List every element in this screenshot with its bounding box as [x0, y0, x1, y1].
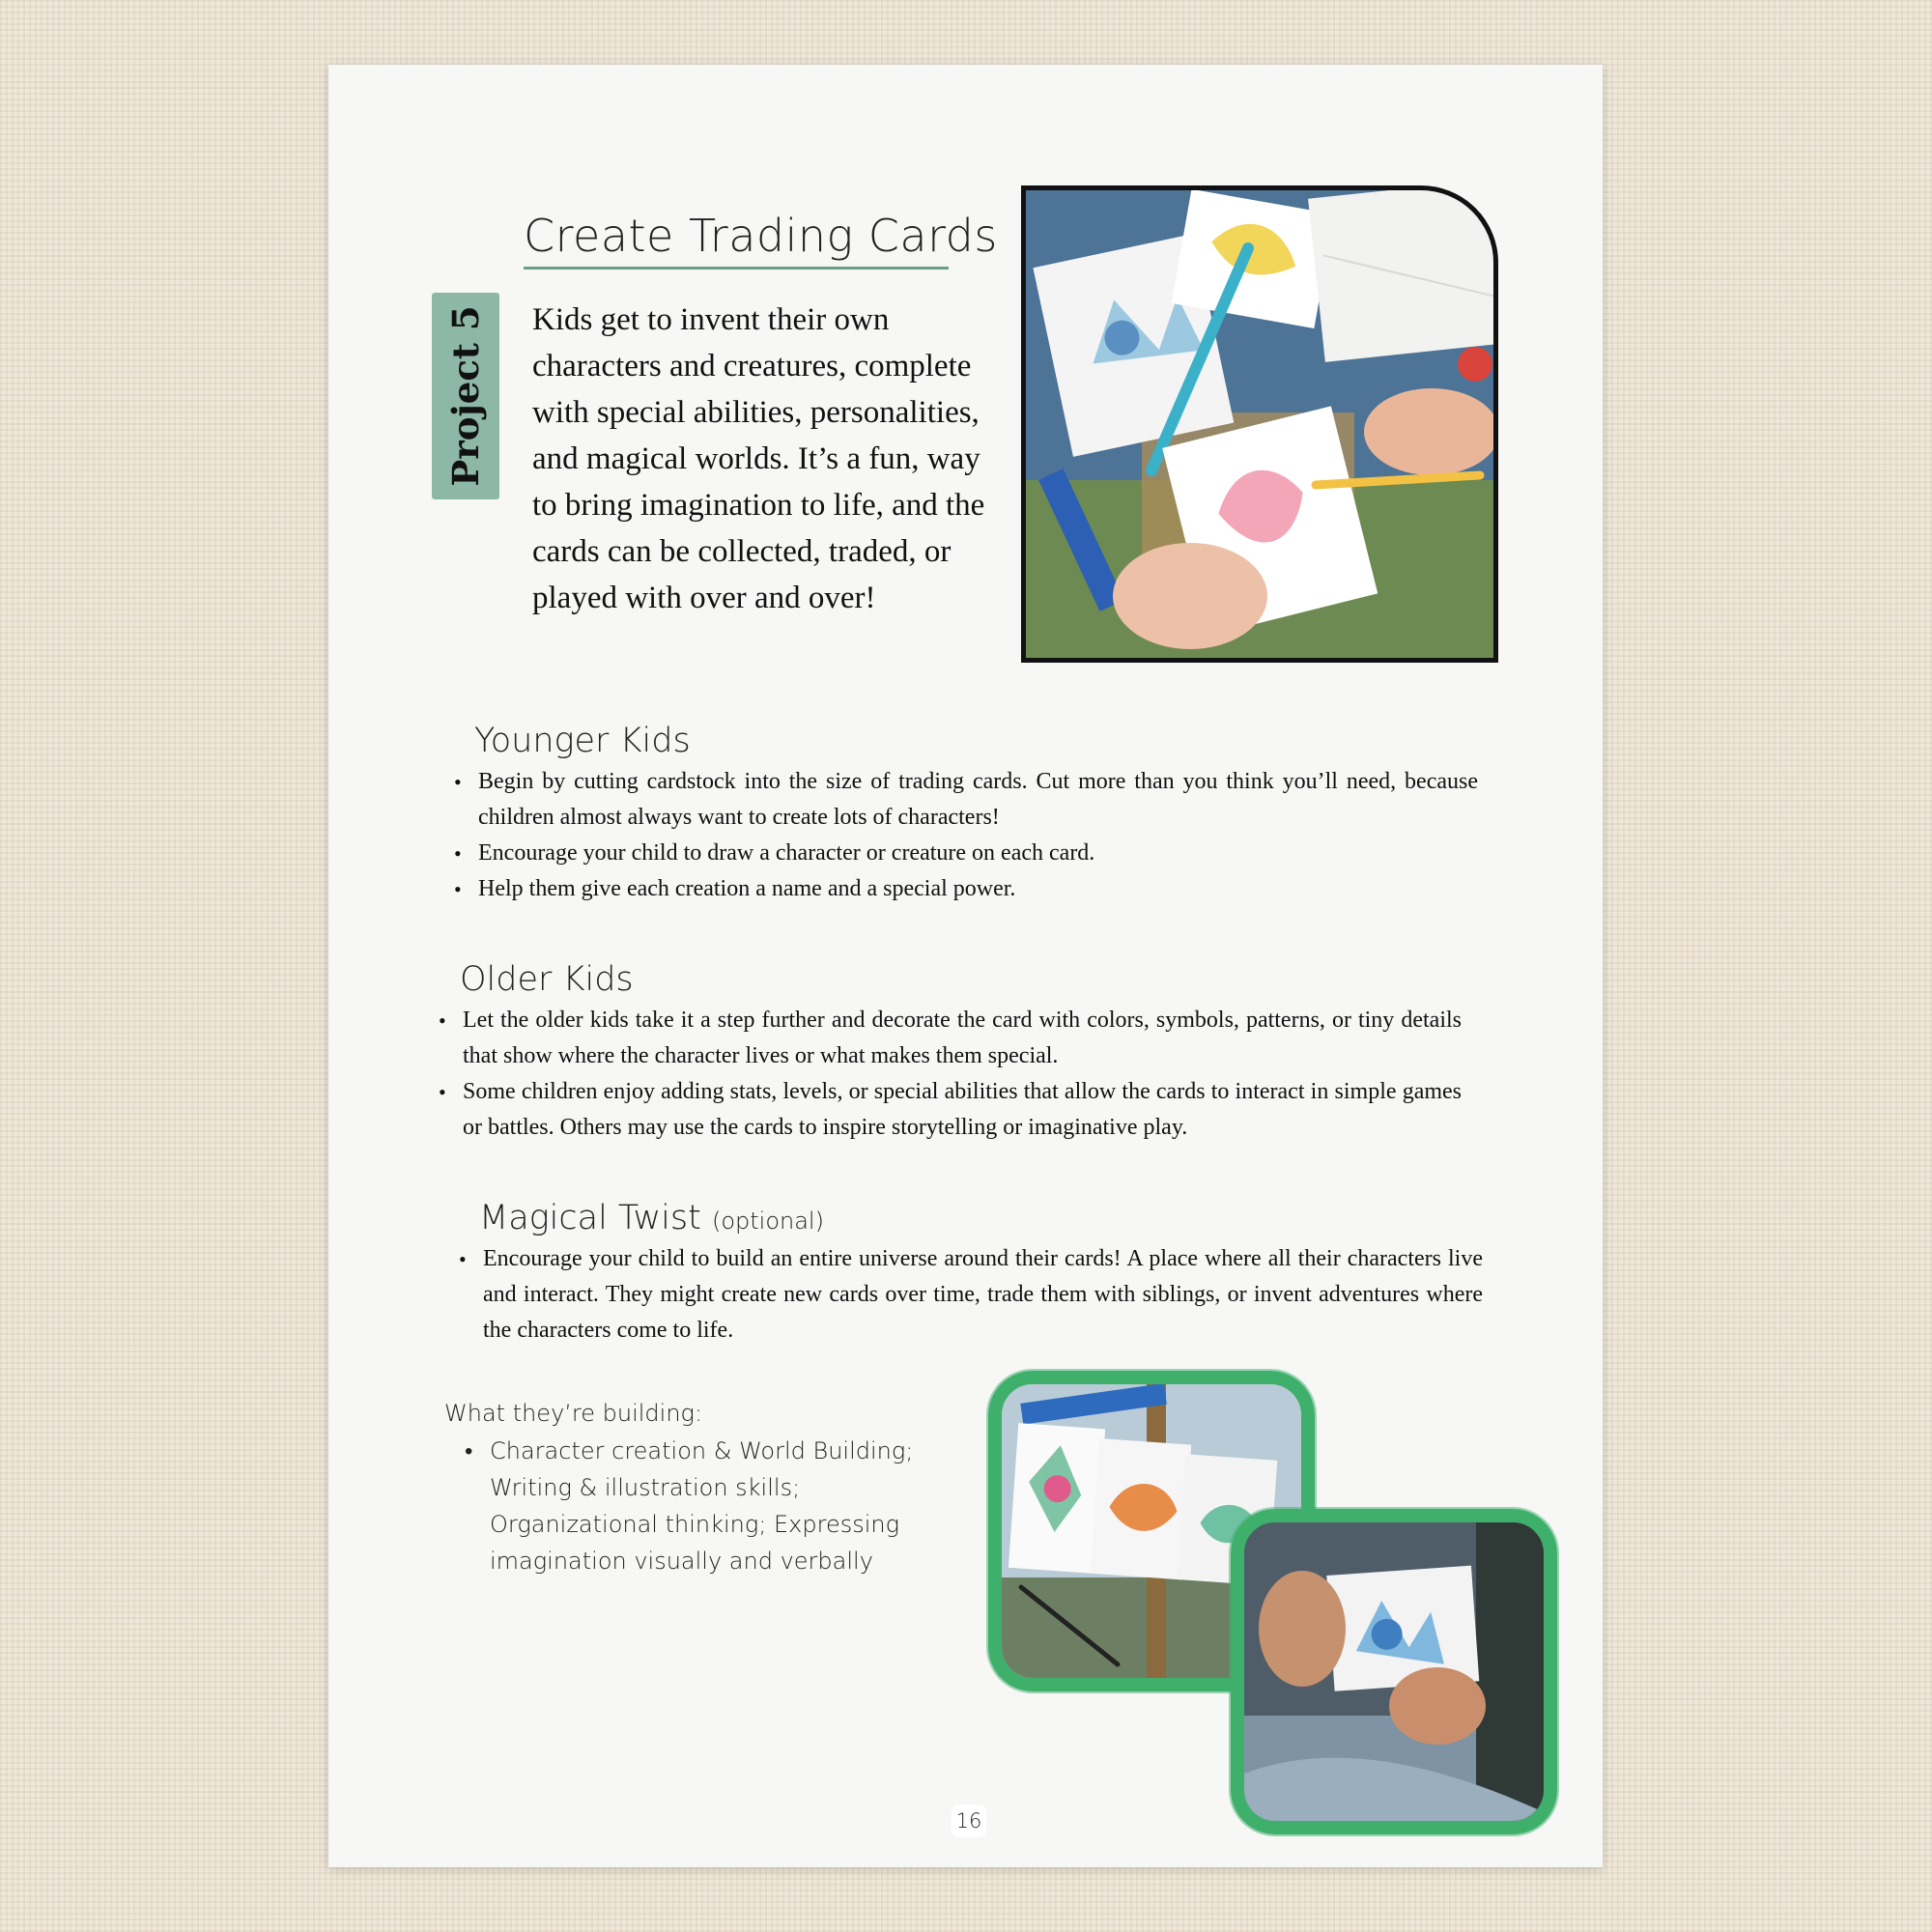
project-label-tab	[432, 293, 499, 499]
section-heading: Younger Kids	[474, 722, 691, 760]
section-magical-twist	[461, 1199, 1483, 1349]
intro-paragraph: Kids get to invent their own characters and creatures, complete with special abilities, personalities, and magical worlds. It’s a fun, way to bring imagination to life, and the cards can be collected, traded, or played with over and over!	[532, 302, 985, 615]
page-title: Create Trading Cards	[524, 210, 998, 262]
title-underline	[524, 267, 949, 270]
list-item: • Some children enjoy adding stats, levels, or special abilities that allow the cards to interact in simple games or battles. Others may use the cards to inspire storytelling or imaginative play.	[440, 1074, 1462, 1146]
magical-twist-list	[461, 1241, 1483, 1349]
section-older-kids	[440, 960, 1462, 1146]
list-item: • Encourage your child to draw a character or creature on each card.	[456, 836, 1478, 871]
section-heading-text: Magical Twist	[479, 1199, 701, 1237]
section-heading: Older Kids	[460, 960, 634, 999]
skills-list	[444, 1433, 947, 1579]
main-photo	[1021, 185, 1498, 663]
photo-holding-card	[1231, 1509, 1557, 1834]
page-number: 16	[952, 1804, 986, 1837]
list-item: • Character creation & World Building; Writing & illustration skills; Organizational thinking; Expressing imagination visually and verbally	[444, 1433, 947, 1579]
project-label: Project 5	[444, 305, 487, 487]
holding-card-illustration	[1244, 1522, 1544, 1821]
list-item: • Begin by cutting cardstock into the size of trading cards. Cut more than you think you’ll need, because children almost always want to create lots of characters!	[456, 764, 1478, 836]
list-item: • Let the older kids take it a step further and decorate the card with colors, symbols, patterns, or tiny details that show where the character lives or what makes them special.	[440, 1003, 1462, 1074]
list-item: • Help them give each creation a name and a special power.	[456, 871, 1478, 907]
skills-building	[444, 1400, 947, 1579]
document-page	[328, 65, 1603, 1867]
skills-lead: What they’re building:	[444, 1400, 703, 1427]
younger-kids-list	[456, 764, 1478, 907]
list-item: • Encourage your child to build an entire universe around their cards! A place where all their characters live and interact. They might create new cards over time, trade them with siblings, or invent adventures where the characters come to life.	[461, 1241, 1483, 1349]
optional-note: (optional)	[711, 1208, 824, 1235]
section-heading	[479, 1199, 1483, 1237]
older-kids-list	[440, 1003, 1462, 1146]
main-photo-illustration	[1026, 190, 1493, 658]
section-younger-kids	[456, 722, 1478, 907]
